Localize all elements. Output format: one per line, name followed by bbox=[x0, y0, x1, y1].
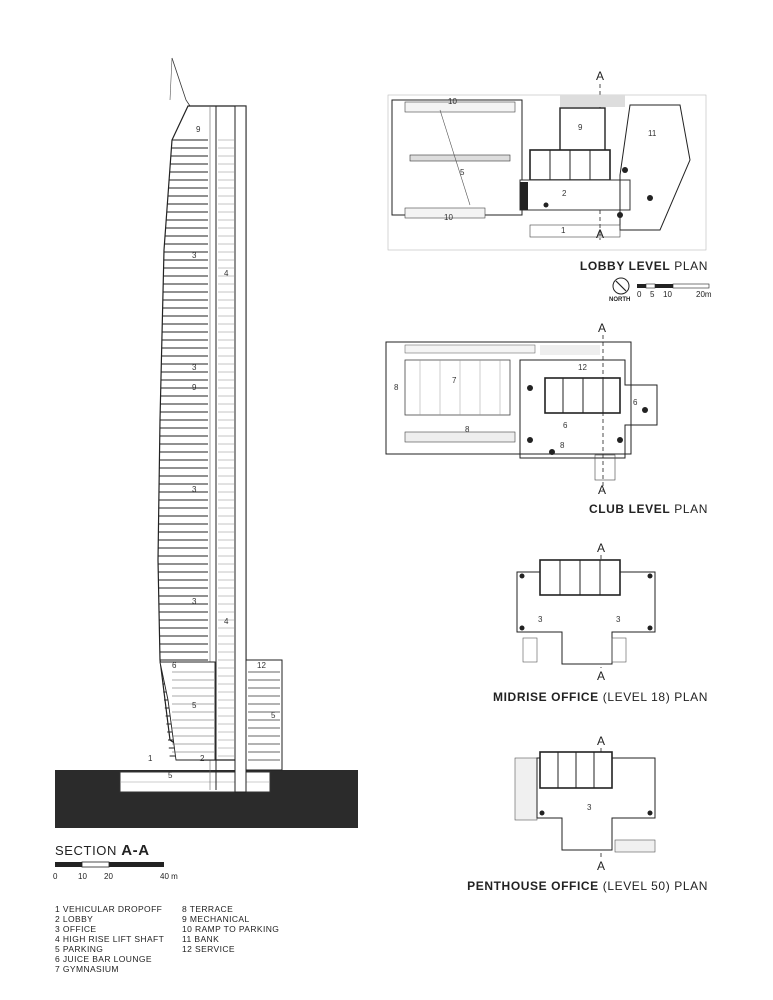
section-room-label: 5 bbox=[271, 711, 276, 720]
legend-item: 1 VEHICULAR DROPOFF bbox=[55, 904, 163, 914]
legend-item: 11 BANK bbox=[182, 934, 220, 944]
section-room-label: 3 bbox=[192, 485, 197, 494]
scale-10: 10 bbox=[78, 872, 87, 881]
scale-0: 0 bbox=[53, 872, 58, 881]
club-room-label: 8 bbox=[465, 425, 470, 434]
lobby-room-label: 9 bbox=[578, 123, 583, 132]
lobby-scale-5: 5 bbox=[650, 290, 655, 299]
section-room-label: 2 bbox=[200, 754, 205, 763]
legend-item: 6 JUICE BAR LOUNGE bbox=[55, 954, 152, 964]
lobby-room-label: 2 bbox=[562, 189, 567, 198]
legend-item: 12 SERVICE bbox=[182, 944, 235, 954]
penthouse-axis-bottom: A bbox=[597, 859, 606, 873]
section-room-label: 6 bbox=[172, 661, 177, 670]
section-room-label: 12 bbox=[257, 661, 266, 670]
penthouse-room-label: 3 bbox=[587, 803, 592, 812]
lobby-level-plan bbox=[388, 84, 706, 250]
penthouse-plan bbox=[515, 748, 655, 858]
legend-item: 3 OFFICE bbox=[55, 924, 97, 934]
north-label: NORTH bbox=[609, 297, 631, 303]
section-room-label: 9 bbox=[196, 125, 201, 134]
midrise-plan-title: MIDRISE OFFICE (LEVEL 18) PLAN bbox=[493, 690, 708, 704]
lobby-plan-title: LOBBY LEVEL PLAN bbox=[579, 259, 708, 273]
legend-item: 8 TERRACE bbox=[182, 904, 234, 914]
legend-item: 10 RAMP TO PARKING bbox=[182, 924, 280, 934]
section-room-label: 1 bbox=[148, 754, 153, 763]
club-room-label: 8 bbox=[394, 383, 399, 392]
club-level-plan bbox=[386, 335, 657, 490]
scale-40m: 40 m bbox=[160, 872, 178, 881]
club-room-label: 7 bbox=[452, 376, 457, 385]
lobby-room-label: 10 bbox=[448, 97, 457, 106]
legend-item: 9 MECHANICAL bbox=[182, 914, 250, 924]
legend-item: 7 GYMNASIUM bbox=[55, 964, 119, 974]
lobby-room-label: 11 bbox=[648, 129, 657, 138]
lobby-axis-top: A bbox=[596, 69, 605, 83]
club-room-label: 12 bbox=[578, 363, 587, 372]
lobby-axis-bottom: A bbox=[596, 227, 605, 241]
penthouse-plan-title: PENTHOUSE OFFICE (LEVEL 50) PLAN bbox=[467, 879, 708, 893]
club-room-label: 8 bbox=[560, 441, 565, 450]
section-room-label: 3 bbox=[192, 251, 197, 260]
midrise-axis-top: A bbox=[597, 541, 606, 555]
scale-20: 20 bbox=[104, 872, 113, 881]
section-room-label: 9 bbox=[192, 383, 197, 392]
club-room-label: 6 bbox=[563, 421, 568, 430]
lobby-room-label: 10 bbox=[444, 213, 453, 222]
penthouse-axis-top: A bbox=[597, 734, 606, 748]
section-room-label: 4 bbox=[224, 269, 229, 278]
section-title: SECTION A-A bbox=[55, 842, 150, 859]
legend-item: 2 LOBBY bbox=[55, 914, 94, 924]
midrise-room-label: 3 bbox=[616, 615, 621, 624]
lobby-scale-0: 0 bbox=[637, 290, 642, 299]
club-axis-top: A bbox=[598, 321, 607, 335]
section-room-label: 5 bbox=[168, 771, 173, 780]
midrise-axis-bottom: A bbox=[597, 669, 606, 683]
section-room-label: 3 bbox=[192, 363, 197, 372]
lobby-room-label: 1 bbox=[561, 226, 566, 235]
legend-item: 5 PARKING bbox=[55, 944, 104, 954]
club-plan-title: CLUB LEVEL PLAN bbox=[588, 502, 708, 516]
lobby-scale-20m: 20m bbox=[696, 290, 712, 299]
midrise-plan bbox=[517, 555, 655, 668]
section-room-label: 3 bbox=[192, 597, 197, 606]
section-room-label: 4 bbox=[224, 617, 229, 626]
lobby-room-label: 5 bbox=[460, 168, 465, 177]
legend-item: 4 HIGH RISE LIFT SHAFT bbox=[55, 934, 165, 944]
lobby-scale-10: 10 bbox=[663, 290, 672, 299]
club-room-label: 6 bbox=[633, 398, 638, 407]
midrise-room-label: 3 bbox=[538, 615, 543, 624]
club-axis-bottom: A bbox=[598, 483, 607, 497]
section-room-label: 5 bbox=[192, 701, 197, 710]
